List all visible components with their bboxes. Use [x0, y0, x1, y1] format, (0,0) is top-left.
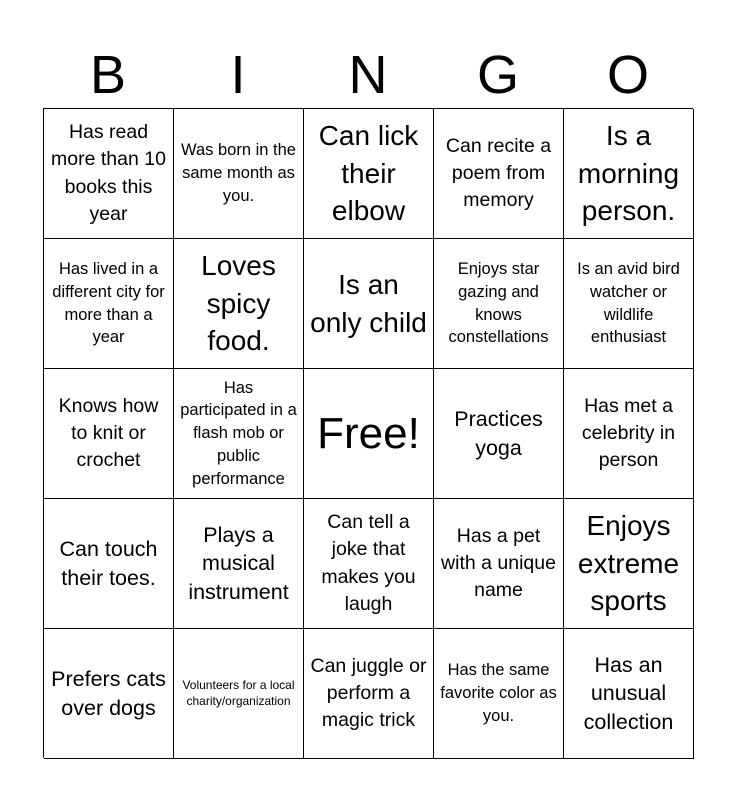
cell-text: Has lived in a different city for more than a year	[52, 259, 165, 347]
cell-text: Was born in the same month as you.	[181, 141, 296, 205]
bingo-cell[interactable]	[564, 239, 694, 369]
cell-text: Prefers cats over dogs	[51, 666, 166, 720]
cell-text: Can tell a joke that makes you laugh	[321, 510, 416, 615]
bingo-header	[43, 42, 693, 108]
bingo-cell[interactable]	[174, 629, 304, 759]
bingo-cell[interactable]	[434, 369, 564, 499]
bingo-cell[interactable]	[44, 629, 174, 759]
bingo-cell[interactable]	[304, 109, 434, 239]
cell-text: Has read more than 10 books this year	[51, 120, 166, 225]
bingo-cell[interactable]	[564, 369, 694, 499]
cell-text: Has met a celebrity in person	[581, 394, 676, 472]
header-letter-b: B	[89, 45, 127, 105]
cell-text: Practices yoga	[454, 406, 543, 460]
bingo-cell[interactable]	[564, 629, 694, 759]
bingo-cell[interactable]	[44, 239, 174, 369]
free-space-text: Free!	[317, 408, 420, 458]
cell-text: Can touch their toes.	[59, 536, 158, 590]
cell-text: Is an only child	[310, 268, 427, 338]
cell-text: Plays a musical instrument	[188, 522, 289, 604]
cell-text: Can recite a poem from memory	[445, 134, 552, 212]
bingo-cell[interactable]	[304, 239, 434, 369]
bingo-cell[interactable]	[44, 499, 174, 629]
cell-text: Has participated in a flash mob or public performance	[180, 378, 297, 488]
cell-text: Is a morning person.	[577, 119, 680, 227]
cell-text: Has the same favorite color as you.	[440, 661, 557, 725]
bingo-cell[interactable]	[44, 369, 174, 499]
bingo-cell[interactable]	[434, 629, 564, 759]
cell-text: Loves spicy food.	[201, 249, 276, 357]
bingo-cell[interactable]	[304, 629, 434, 759]
cell-text: Enjoys extreme sports	[577, 509, 680, 617]
cell-text: Can juggle or perform a magic trick	[310, 654, 427, 732]
cell-text: Can lick their elbow	[318, 119, 419, 227]
cell-text: Knows how to knit or crochet	[58, 394, 159, 472]
header-letter-o: O	[606, 45, 649, 105]
bingo-cell[interactable]	[304, 499, 434, 629]
bingo-cell[interactable]	[434, 499, 564, 629]
header-letter-g: G	[476, 45, 519, 105]
bingo-cell[interactable]	[434, 109, 564, 239]
bingo-cell[interactable]	[564, 499, 694, 629]
free-space-cell[interactable]	[304, 369, 434, 499]
header-letter-n: N	[348, 45, 388, 105]
bingo-cell[interactable]	[174, 239, 304, 369]
bingo-cell[interactable]	[564, 109, 694, 239]
cell-text: Has an unusual collection	[583, 652, 674, 734]
bingo-cell[interactable]	[174, 109, 304, 239]
bingo-cell[interactable]	[174, 369, 304, 499]
cell-text: Volunteers for a local charity/organization	[182, 677, 295, 708]
cell-text: Is an avid bird watcher or wildlife enthusiast	[577, 259, 680, 347]
bingo-cell[interactable]	[174, 499, 304, 629]
bingo-cell[interactable]	[44, 109, 174, 239]
cell-text: Enjoys star gazing and knows constellations	[448, 259, 549, 347]
cell-text: Has a pet with a unique name	[441, 524, 556, 602]
bingo-board	[43, 108, 693, 758]
bingo-cell[interactable]	[434, 239, 564, 369]
header-letter-i: I	[230, 45, 246, 105]
